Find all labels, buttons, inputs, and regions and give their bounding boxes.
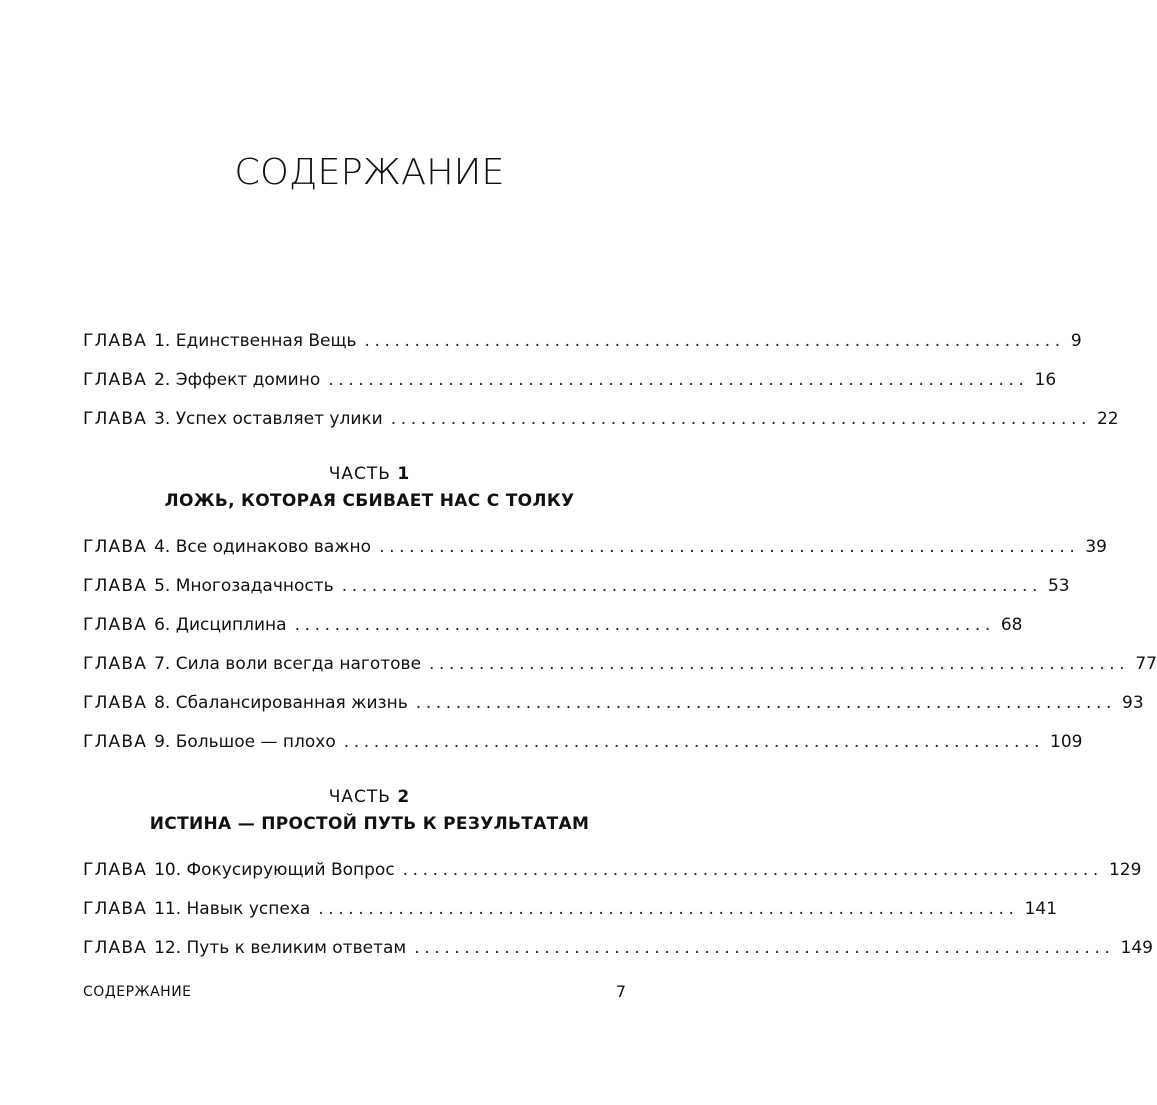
page-number: 68 bbox=[1000, 615, 1023, 635]
dot-leader: ...................................................................... bbox=[328, 370, 1029, 390]
chapter-title: 5. Многозадачность bbox=[154, 576, 334, 596]
chapter-title: 12. Путь к великим ответам bbox=[154, 938, 407, 958]
chapter-title: 1. Единственная Вещь bbox=[154, 331, 357, 351]
chapter-label: ГЛАВА bbox=[83, 576, 148, 596]
page-number: 53 bbox=[1047, 576, 1070, 596]
chapter-label: ГЛАВА bbox=[83, 370, 148, 390]
chapter-title: 7. Сила воли всегда наготове bbox=[154, 654, 422, 674]
toc-entry-chapter-6[interactable] bbox=[83, 612, 1023, 638]
toc-entry-chapter-7[interactable] bbox=[83, 651, 1157, 677]
toc-entry-chapter-9[interactable] bbox=[83, 729, 1083, 755]
dot-leader: ...................................................................... bbox=[294, 615, 995, 635]
chapter-title: 6. Дисциплина bbox=[154, 615, 287, 635]
part-word: ЧАСТЬ bbox=[328, 464, 391, 484]
chapter-title: 3. Успех оставляет улики bbox=[154, 409, 383, 429]
chapter-label: ГЛАВА bbox=[83, 615, 148, 635]
page-title: СОДЕРЖАНИЕ bbox=[234, 152, 505, 193]
chapter-title: 10. Фокусирующий Вопрос bbox=[154, 860, 395, 880]
part-2-label bbox=[0, 787, 739, 807]
chapter-label: ГЛАВА bbox=[83, 938, 148, 958]
page-number: 16 bbox=[1034, 370, 1057, 390]
page-number: 9 bbox=[1070, 331, 1082, 351]
dot-leader: ...................................................................... bbox=[429, 654, 1130, 674]
chapter-label: ГЛАВА bbox=[83, 409, 148, 429]
chapter-title: 2. Эффект домино bbox=[154, 370, 321, 390]
dot-leader: ...................................................................... bbox=[402, 860, 1103, 880]
part-word: ЧАСТЬ bbox=[328, 787, 391, 807]
chapter-label: ГЛАВА bbox=[83, 331, 148, 351]
page-number: 141 bbox=[1024, 899, 1058, 919]
page-number: 129 bbox=[1108, 860, 1142, 880]
chapter-label: ГЛАВА bbox=[83, 693, 148, 713]
toc-entry-chapter-4[interactable] bbox=[83, 534, 1107, 560]
toc-entry-chapter-2[interactable] bbox=[83, 367, 1057, 393]
part-1-title: ЛОЖЬ, КОТОРАЯ СБИВАЕТ НАС С ТОЛКУ bbox=[164, 491, 575, 511]
toc-entry-chapter-11[interactable] bbox=[83, 896, 1058, 922]
page-number: 39 bbox=[1085, 537, 1107, 557]
chapter-title: 9. Большое — плохо bbox=[154, 732, 336, 752]
dot-leader: ...................................................................... bbox=[341, 576, 1042, 596]
dot-leader: ...................................................................... bbox=[414, 938, 1115, 958]
part-number: 2 bbox=[397, 787, 411, 807]
page-number: 22 bbox=[1096, 409, 1119, 429]
toc-entry-chapter-12[interactable] bbox=[83, 935, 1153, 961]
chapter-label: ГЛАВА bbox=[83, 860, 148, 880]
dot-leader: ...................................................................... bbox=[415, 693, 1116, 713]
toc-entry-chapter-10[interactable] bbox=[83, 857, 1142, 883]
footer-page-number: 7 bbox=[615, 982, 626, 1001]
toc-entry-chapter-1[interactable] bbox=[83, 328, 1082, 354]
dot-leader: ...................................................................... bbox=[343, 732, 1044, 752]
page-number: 93 bbox=[1122, 693, 1144, 713]
chapter-label: ГЛАВА bbox=[83, 732, 148, 752]
dot-leader: ...................................................................... bbox=[364, 331, 1065, 351]
dot-leader: ...................................................................... bbox=[318, 899, 1019, 919]
page-number: 109 bbox=[1050, 732, 1083, 752]
chapter-label: ГЛАВА bbox=[83, 899, 148, 919]
chapter-label: ГЛАВА bbox=[83, 537, 148, 557]
toc-entry-chapter-8[interactable] bbox=[83, 690, 1144, 716]
part-number: 1 bbox=[397, 464, 411, 484]
page-number: 77 bbox=[1135, 654, 1157, 674]
dot-leader: ...................................................................... bbox=[379, 537, 1080, 557]
chapter-title: 8. Сбалансированная жизнь bbox=[154, 693, 408, 713]
toc-entry-chapter-5[interactable] bbox=[83, 573, 1070, 599]
chapter-label: ГЛАВА bbox=[83, 654, 148, 674]
part-1-label bbox=[0, 464, 739, 484]
chapter-title: 11. Навык успеха bbox=[154, 899, 311, 919]
part-2-title: ИСТИНА — ПРОСТОЙ ПУТЬ К РЕЗУЛЬТАТАМ bbox=[149, 814, 590, 834]
dot-leader: ...................................................................... bbox=[390, 409, 1091, 429]
page-number: 149 bbox=[1120, 938, 1153, 958]
running-footer-section: СОДЕРЖАНИЕ bbox=[83, 984, 192, 1000]
toc-entry-chapter-3[interactable] bbox=[83, 406, 1119, 432]
chapter-title: 4. Все одинаково важно bbox=[154, 537, 372, 557]
